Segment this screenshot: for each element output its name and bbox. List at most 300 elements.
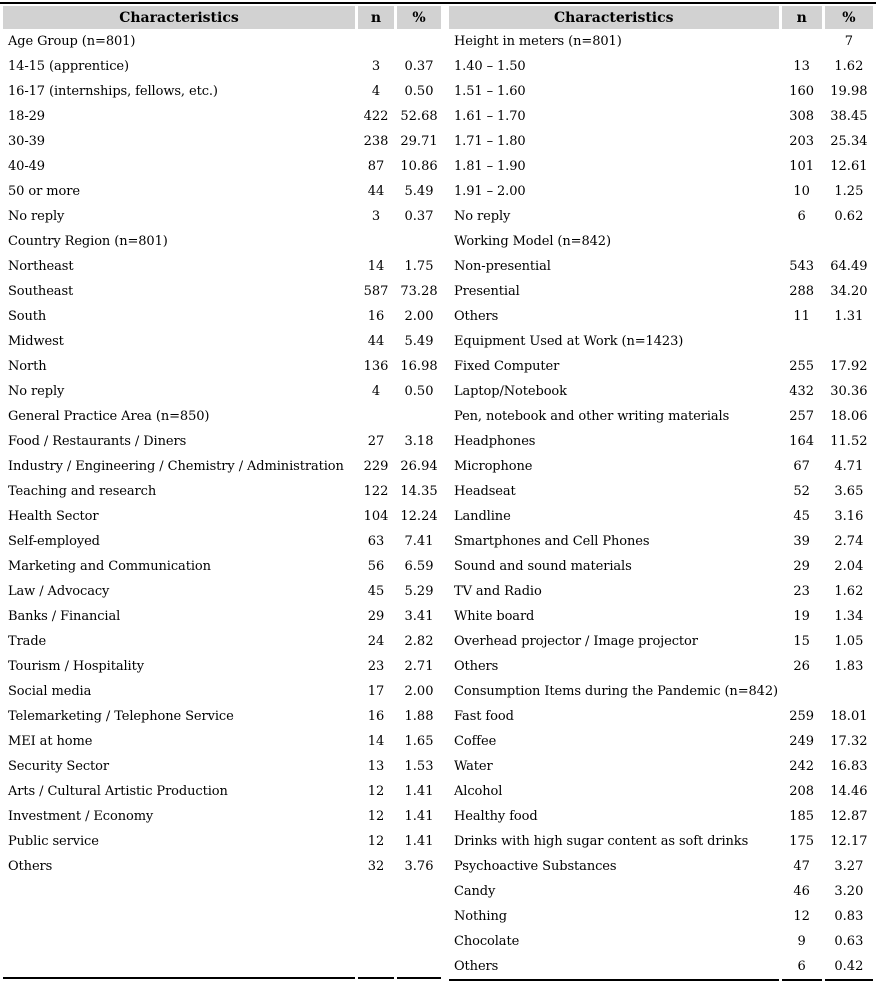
table-row (3, 129, 441, 154)
row-n: 249 (789, 734, 815, 749)
row-n (782, 29, 822, 54)
table-row (3, 204, 441, 229)
table-row (449, 829, 873, 854)
table-row (3, 554, 441, 579)
row-pct: 0.37 (404, 59, 434, 74)
table-row (3, 654, 441, 679)
row-pct: 18.01 (830, 709, 868, 724)
right-col-header-pct: % (825, 6, 873, 29)
table-row (449, 779, 873, 804)
row-label: Water (454, 759, 493, 774)
row-label: Height in meters (n=801) (454, 34, 622, 49)
row-pct: 1.41 (404, 834, 434, 849)
left-header-row (3, 6, 441, 29)
row-pct (825, 329, 873, 354)
row-pct: 1.65 (404, 734, 434, 749)
row-n: 432 (789, 384, 815, 399)
row-pct: 5.49 (404, 334, 434, 349)
table-row (449, 404, 873, 429)
row-n: 24 (367, 634, 385, 649)
row-pct: 14.35 (400, 484, 438, 499)
row-label: No reply (8, 209, 65, 224)
row-pct: 38.45 (830, 109, 868, 124)
table-row (3, 529, 441, 554)
row-label: Southeast (8, 284, 74, 299)
row-pct: 12.17 (830, 834, 868, 849)
row-n (358, 229, 394, 254)
table-row (449, 654, 873, 679)
row-n: 543 (789, 259, 815, 274)
row-n (782, 229, 822, 254)
row-n (782, 329, 822, 354)
row-n: 6 (797, 959, 806, 974)
row-n: 229 (363, 459, 389, 474)
row-pct: 1.75 (404, 259, 434, 274)
table-row (3, 379, 441, 404)
row-pct: 1.41 (404, 809, 434, 824)
bottom-rule-segment (449, 979, 779, 981)
row-n: 4 (371, 384, 381, 399)
row-pct: 10.86 (400, 159, 438, 174)
row-pct: 0.83 (834, 909, 864, 924)
row-n: 23 (793, 584, 810, 599)
row-label: North (8, 359, 47, 374)
row-n: 23 (367, 659, 385, 674)
row-n: 29 (367, 609, 385, 624)
row-n: 12 (367, 784, 385, 799)
row-label: Alcohol (454, 784, 503, 799)
table-row (449, 604, 873, 629)
row-label: Others (8, 859, 53, 874)
row-n: 47 (793, 859, 810, 874)
row-n: 39 (793, 534, 810, 549)
row-n: 87 (367, 159, 385, 174)
row-label: Headseat (454, 484, 516, 499)
row-label: Microphone (454, 459, 533, 474)
row-label: Laptop/Notebook (454, 384, 567, 399)
table-row (449, 79, 873, 104)
row-n: 422 (363, 109, 389, 124)
row-pct: 1.83 (834, 659, 864, 674)
table-row (449, 279, 873, 304)
row-pct: 2.00 (404, 309, 434, 324)
row-n: 27 (367, 434, 385, 449)
table-row (449, 354, 873, 379)
row-pct: 0.37 (404, 209, 434, 224)
table-row (3, 229, 441, 254)
table-row (3, 604, 441, 629)
row-label: Overhead projector / Image projector (454, 634, 698, 649)
row-n: 257 (789, 409, 815, 424)
table-row (449, 579, 873, 604)
row-label: Northeast (8, 259, 74, 274)
row-pct: 3.16 (834, 509, 864, 524)
row-label: Drinks with high sugar content as soft drinks (454, 834, 749, 849)
row-n: 44 (367, 184, 385, 199)
bottom-rule-row (449, 979, 873, 981)
table-row (449, 229, 873, 254)
row-n: 46 (793, 884, 810, 899)
row-pct: 12.87 (830, 809, 868, 824)
row-label: Age Group (n=801) (8, 34, 136, 49)
row-n: 32 (367, 859, 385, 874)
table-row (3, 629, 441, 654)
row-n: 4 (371, 84, 381, 99)
row-label: No reply (454, 209, 511, 224)
row-n: 242 (789, 759, 815, 774)
row-label: Others (454, 959, 499, 974)
row-label: Security Sector (8, 759, 109, 774)
row-label: Non-presential (454, 259, 551, 274)
row-pct: 1.34 (834, 609, 864, 624)
row-n: 104 (363, 509, 389, 524)
row-pct: 0.63 (834, 934, 864, 949)
bottom-rule-row (3, 879, 441, 979)
row-pct: 17.92 (830, 359, 868, 374)
row-n (358, 404, 394, 429)
row-n (782, 679, 822, 704)
table-row (3, 754, 441, 779)
row-label: Fast food (454, 709, 514, 724)
row-label: 1.40 – 1.50 (454, 59, 526, 74)
row-pct: 11.52 (830, 434, 868, 449)
left-table (0, 6, 444, 979)
row-pct: 1.31 (834, 309, 864, 324)
row-pct: 1.88 (404, 709, 434, 724)
row-label: 40-49 (8, 159, 45, 174)
row-label: Headphones (454, 434, 536, 449)
row-label: No reply (8, 384, 65, 399)
row-pct: 1.05 (834, 634, 864, 649)
table-row (3, 254, 441, 279)
table-row (3, 329, 441, 354)
row-n: 14 (367, 259, 385, 274)
right-header-row (449, 6, 873, 29)
row-n: 63 (367, 534, 385, 549)
table-row (449, 104, 873, 129)
row-pct: 18.06 (830, 409, 868, 424)
row-pct (397, 404, 441, 429)
table-row (449, 679, 873, 704)
row-pct: 73.28 (400, 284, 438, 299)
table-row (449, 479, 873, 504)
row-pct: 14.46 (830, 784, 868, 799)
table-row (3, 154, 441, 179)
table-row (449, 379, 873, 404)
characteristics-two-panel-table (0, 2, 876, 981)
row-pct: 0.42 (834, 959, 864, 974)
table-row (3, 479, 441, 504)
right-col-header-characteristics: Characteristics (449, 6, 779, 29)
table-row (449, 804, 873, 829)
table-row (449, 54, 873, 79)
table-row (3, 504, 441, 529)
row-label: TV and Radio (454, 584, 542, 599)
row-pct: 19.98 (830, 84, 868, 99)
bottom-rule-segment (782, 979, 822, 981)
row-label: Telemarketing / Telephone Service (8, 709, 234, 724)
row-label: Health Sector (8, 509, 99, 524)
row-pct: 3.65 (834, 484, 864, 499)
row-label: Others (454, 659, 499, 674)
row-pct: 16.98 (400, 359, 438, 374)
row-pct: 5.29 (404, 584, 434, 599)
bottom-rule-segment (358, 879, 394, 979)
row-label: Midwest (8, 334, 64, 349)
row-n: 44 (367, 334, 385, 349)
row-n: 15 (793, 634, 810, 649)
table-row (449, 329, 873, 354)
row-pct: 3.20 (834, 884, 864, 899)
row-n: 11 (793, 309, 810, 324)
table-row (3, 804, 441, 829)
row-pct: 52.68 (400, 109, 438, 124)
row-label: 1.71 – 1.80 (454, 134, 526, 149)
row-label: South (8, 309, 47, 324)
row-pct: 34.20 (830, 284, 868, 299)
row-n: 12 (367, 834, 385, 849)
row-n: 16 (367, 709, 385, 724)
row-n: 175 (789, 834, 815, 849)
row-label: Working Model (n=842) (454, 234, 611, 249)
row-label: Coffee (454, 734, 497, 749)
row-label: Fixed Computer (454, 359, 560, 374)
row-n: 13 (367, 759, 385, 774)
right-col-header-n: n (782, 6, 822, 29)
table-row (3, 829, 441, 854)
row-label: Equipment Used at Work (n=1423) (454, 334, 684, 349)
table-row (449, 904, 873, 929)
row-n: 26 (793, 659, 810, 674)
row-pct: 7 (844, 34, 854, 49)
row-n: 203 (789, 134, 815, 149)
table-row (449, 204, 873, 229)
table-row (449, 454, 873, 479)
row-n: 3 (371, 59, 381, 74)
row-pct: 30.36 (830, 384, 868, 399)
row-pct (825, 229, 873, 254)
table-row (449, 854, 873, 879)
table-row (3, 54, 441, 79)
row-n: 45 (793, 509, 810, 524)
row-n: 208 (789, 784, 815, 799)
bottom-rule-segment (3, 879, 355, 979)
table-row (3, 454, 441, 479)
row-pct: 1.62 (834, 59, 864, 74)
row-pct: 5.49 (404, 184, 434, 199)
row-pct (397, 229, 441, 254)
row-label: Law / Advocacy (8, 584, 110, 599)
row-label: Self-employed (8, 534, 100, 549)
row-label: Food / Restaurants / Diners (8, 434, 187, 449)
row-label: Presential (454, 284, 520, 299)
row-pct: 2.82 (404, 634, 434, 649)
row-label: MEI at home (8, 734, 93, 749)
table-row (449, 704, 873, 729)
row-label: Arts / Cultural Artistic Production (8, 784, 228, 799)
row-pct: 6.59 (404, 559, 434, 574)
row-n: 101 (789, 159, 815, 174)
table-row (3, 304, 441, 329)
row-label: 1.91 – 2.00 (454, 184, 526, 199)
bottom-rule-segment (397, 879, 441, 979)
row-n: 3 (371, 209, 381, 224)
table-row (449, 504, 873, 529)
row-n: 160 (789, 84, 815, 99)
row-n: 288 (789, 284, 815, 299)
left-col-header-pct: % (397, 6, 441, 29)
row-label: Psychoactive Substances (454, 859, 617, 874)
row-pct: 0.50 (404, 84, 434, 99)
right-table (446, 6, 876, 981)
row-n: 56 (367, 559, 385, 574)
table-row (449, 879, 873, 904)
table-row (3, 679, 441, 704)
left-col-header-n: n (358, 6, 394, 29)
row-n: 16 (367, 309, 385, 324)
row-label: Public service (8, 834, 99, 849)
table-row (449, 304, 873, 329)
row-n: 52 (793, 484, 810, 499)
row-pct (825, 679, 873, 704)
row-n: 587 (363, 284, 389, 299)
row-n: 13 (793, 59, 810, 74)
row-label: Sound and sound materials (454, 559, 632, 574)
row-n: 185 (789, 809, 815, 824)
table-row (449, 529, 873, 554)
row-pct: 0.62 (834, 209, 864, 224)
row-n: 308 (789, 109, 815, 124)
row-label: Consumption Items during the Pandemic (n=842) (454, 684, 778, 699)
row-label: 16-17 (internships, fellows, etc.) (8, 84, 218, 99)
row-pct: 0.50 (404, 384, 434, 399)
row-label: 50 or more (8, 184, 80, 199)
row-label: Industry / Engineering / Chemistry / Administration (8, 459, 344, 474)
row-label: Others (454, 309, 499, 324)
row-pct: 3.41 (404, 609, 434, 624)
row-pct: 1.25 (834, 184, 864, 199)
row-pct: 1.41 (404, 784, 434, 799)
row-n: 136 (363, 359, 389, 374)
row-n: 14 (367, 734, 385, 749)
row-n: 10 (793, 184, 810, 199)
row-label: Chocolate (454, 934, 520, 949)
table-row (449, 729, 873, 754)
row-n: 12 (793, 909, 810, 924)
table-row (3, 29, 441, 54)
row-label: Banks / Financial (8, 609, 121, 624)
row-label: Tourism / Hospitality (8, 659, 144, 674)
table-row (3, 429, 441, 454)
row-label: 1.61 – 1.70 (454, 109, 526, 124)
row-pct: 1.62 (834, 584, 864, 599)
row-pct: 12.24 (400, 509, 438, 524)
row-label: Healthy food (454, 809, 538, 824)
row-pct: 2.00 (404, 684, 434, 699)
row-label: Candy (454, 884, 496, 899)
row-label: Country Region (n=801) (8, 234, 168, 249)
row-label: 18-29 (8, 109, 45, 124)
row-label: Nothing (454, 909, 507, 924)
row-label: White board (454, 609, 535, 624)
bottom-rule-segment (825, 979, 873, 981)
table-row (3, 729, 441, 754)
row-pct: 2.71 (404, 659, 434, 674)
table-row (3, 79, 441, 104)
table-row (3, 404, 441, 429)
table-row (449, 754, 873, 779)
table-row (3, 579, 441, 604)
row-label: Landline (454, 509, 511, 524)
row-label: 30-39 (8, 134, 45, 149)
table-row (449, 954, 873, 979)
row-label: Trade (8, 634, 47, 649)
table-row (449, 179, 873, 204)
table-row (3, 779, 441, 804)
row-pct: 1.53 (404, 759, 434, 774)
row-label: Investment / Economy (8, 809, 154, 824)
table-row (3, 104, 441, 129)
table-row (3, 704, 441, 729)
row-n: 9 (797, 934, 806, 949)
row-pct: 16.83 (830, 759, 868, 774)
row-label: Social media (8, 684, 92, 699)
row-n: 19 (793, 609, 810, 624)
row-pct (397, 29, 441, 54)
table-row (449, 429, 873, 454)
table-row (3, 354, 441, 379)
row-n: 29 (793, 559, 810, 574)
table-row (3, 279, 441, 304)
left-col-header-characteristics: Characteristics (3, 6, 355, 29)
row-label: 1.81 – 1.90 (454, 159, 526, 174)
table-row (449, 554, 873, 579)
row-pct: 2.04 (834, 559, 864, 574)
row-pct: 4.71 (834, 459, 864, 474)
table-row (449, 929, 873, 954)
table-row (449, 29, 873, 54)
row-pct: 3.18 (404, 434, 434, 449)
table-row (3, 179, 441, 204)
row-label: Teaching and research (8, 484, 157, 499)
table-row (3, 854, 441, 879)
row-pct: 25.34 (830, 134, 868, 149)
row-label: 1.51 – 1.60 (454, 84, 526, 99)
row-n (358, 29, 394, 54)
row-n: 6 (797, 209, 806, 224)
row-pct: 7.41 (404, 534, 434, 549)
row-pct: 3.76 (404, 859, 434, 874)
row-n: 12 (367, 809, 385, 824)
row-pct: 29.71 (400, 134, 438, 149)
table-row (449, 129, 873, 154)
row-n: 164 (789, 434, 815, 449)
row-n: 122 (363, 484, 389, 499)
row-pct: 3.27 (834, 859, 864, 874)
row-n: 238 (363, 134, 389, 149)
table-row (449, 629, 873, 654)
row-label: 14-15 (apprentice) (8, 59, 129, 74)
row-label: Smartphones and Cell Phones (454, 534, 650, 549)
row-n: 45 (367, 584, 385, 599)
row-pct: 12.61 (830, 159, 868, 174)
table-row (449, 154, 873, 179)
row-pct: 2.74 (834, 534, 864, 549)
row-label: Pen, notebook and other writing materials (454, 409, 730, 424)
row-n: 17 (367, 684, 385, 699)
row-pct: 26.94 (400, 459, 438, 474)
row-n: 255 (789, 359, 815, 374)
